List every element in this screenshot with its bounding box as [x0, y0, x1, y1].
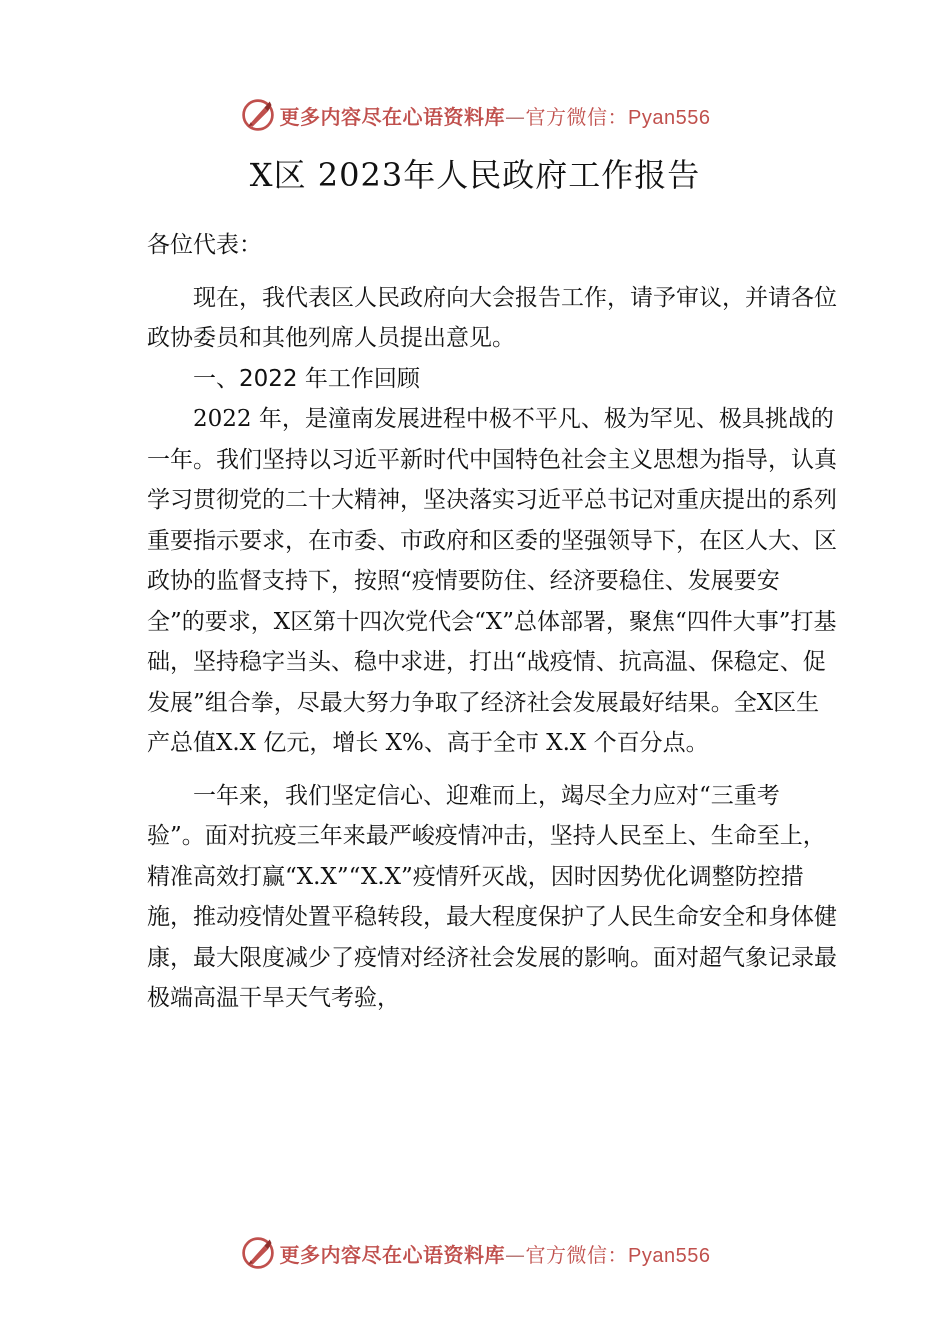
footer-banner	[0, 1233, 950, 1273]
banner-wechat-id: Pyan556	[628, 106, 711, 129]
salutation: 各位代表：	[147, 232, 262, 258]
quill-pen-logo-icon	[240, 97, 276, 133]
banner-library-text: 更多内容尽在心语资料库	[279, 1242, 506, 1267]
banner-separator: —	[505, 104, 526, 129]
banner-text	[280, 1239, 711, 1268]
body-paragraph-2: 一年来，我们坚定信心、迎难而上，竭尽全力应对“三重考验”。面对抗疫三年来最严峻疫情冲击，坚持人民至上、生命至上，精准高效打赢“X.X”“X.X”疫情歼灭战，因时因势优化调整防控措施，推动疫情处置平稳转段，最大程度保护了人民生命安全和身体健康，最大限度减少了疫情对经济社会发展的影响。面对超气象记录最极端高温干旱天气考验，	[147, 782, 837, 1011]
banner-wechat-label: 官方微信：	[525, 104, 629, 129]
intro-paragraph: 现在，我代表区人民政府向大会报告工作，请予审议，并请各位政协委员和其他列席人员提出意见。	[147, 284, 837, 351]
section-heading: 一、2022 年工作回顾	[193, 365, 420, 392]
banner-library-text: 更多内容尽在心语资料库	[279, 104, 506, 129]
body-paragraph-1: 2022 年，是潼南发展进程中极不平凡、极为罕见、极具挑战的一年。我们坚持以习近平新时代中国特色社会主义思想为指导，认真学习贯彻党的二十大精神，坚决落实习近平总书记对重庆提出的系列重要指示要求，在市委、市政府和区委的坚强领导下，在区人大、区政协的监督支持下，按照“疫情要防住、经济要稳住、发展要安全”的要求，X区第十四次党代会“X”总体部署，聚焦“四件大事”打基础，坚持稳字当头、稳中求进，打出“战疫情、抗高温、保稳定、促发展”组合拳，尽最大努力争取了经济社会发展最好结果。全X区生产总值X.X 亿元，增长 X%、高于全市 X.X 个百分点。	[147, 406, 837, 756]
banner-wechat-label: 官方微信：	[525, 1242, 629, 1267]
banner-wechat-id: Pyan556	[628, 1244, 711, 1267]
header-banner-content	[240, 97, 711, 133]
quill-pen-logo-icon	[240, 1235, 276, 1271]
banner-text	[280, 101, 711, 130]
document-body	[147, 225, 837, 1019]
banner-separator: —	[505, 1242, 526, 1267]
header-banner	[0, 95, 950, 135]
document-title: X区 2023年人民政府工作报告	[249, 156, 701, 194]
footer-banner-content	[240, 1235, 711, 1271]
